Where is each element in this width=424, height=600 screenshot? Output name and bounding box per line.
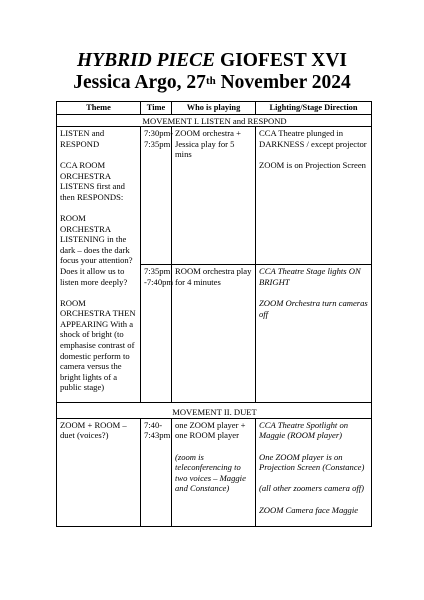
table-row	[57, 418, 372, 526]
theme-cell: ZOOM + ROOM – duet (voices?)	[57, 418, 141, 526]
lighting-note: (all other zoomers camera off)	[259, 483, 365, 494]
lighting-cell	[256, 418, 372, 526]
who-note: (zoom is teleconferencing to two voices – Maggie and Constance)	[175, 451, 246, 494]
theme-paragraph: ROOM ORCHESTRA THEN APPEARING With a shock of bright (to emphasise contrast of domestic perform to camera versus the bright lights of a public stage)	[60, 297, 136, 393]
time-cell: 7:40-7:43pm	[141, 418, 172, 526]
subtitle-author-date: Jessica Argo, 27	[73, 72, 206, 93]
title-piece-name: HYBRID PIECE	[76, 50, 216, 71]
subtitle-month-year: November 2024	[215, 72, 351, 93]
movement-1-theme-cell	[57, 127, 141, 403]
time-cell: 7:30pm-7:35pm	[141, 127, 172, 265]
movement-heading-row	[57, 403, 372, 419]
lighting-note: ZOOM is on Projection Screen	[259, 159, 366, 170]
document-title	[0, 50, 424, 72]
movement-2-heading: MOVEMENT II. DUET	[57, 403, 372, 419]
header-theme: Theme	[57, 102, 141, 115]
movement-heading-row	[57, 114, 372, 127]
lighting-note: CCA Theatre plunged in DARKNESS / except projector	[259, 128, 367, 149]
who-text: one ZOOM player + one ROOM player	[175, 419, 246, 441]
lighting-cell	[256, 265, 372, 403]
lighting-note: CCA Theatre Stage lights ON BRIGHT	[259, 266, 361, 287]
time-cell: 7:35pm -7:40pm	[141, 265, 172, 403]
lighting-note: CCA Theatre Spotlight on Maggie (ROOM player)	[259, 419, 349, 441]
lighting-cell	[256, 127, 372, 265]
subtitle-date-suffix: th	[205, 75, 216, 87]
who-cell	[172, 418, 256, 526]
header-row	[57, 102, 372, 115]
header-time: Time	[141, 102, 172, 115]
lighting-note: ZOOM Orchestra turn cameras off	[259, 297, 368, 319]
theme-paragraph: LISTEN and RESPOND	[60, 128, 105, 149]
who-cell: ZOOM orchestra + Jessica play for 5 mins	[172, 127, 256, 265]
lighting-note: One ZOOM player is on Projection Screen (Constance)	[259, 451, 365, 473]
header-lighting: Lighting/Stage Direction	[256, 102, 372, 115]
movement-1-heading: MOVEMENT I. LISTEN and RESPOND	[57, 114, 372, 127]
table-row	[57, 127, 372, 265]
title-festival: GIOFEST XVI	[215, 50, 348, 71]
theme-paragraph: CCA ROOM ORCHESTRA LISTENS first and then RESPONDS:	[60, 159, 125, 202]
lighting-note: ZOOM Camera face Maggie	[259, 504, 359, 515]
who-cell: ROOM orchestra play for 4 minutes	[172, 265, 256, 403]
document-subtitle	[0, 72, 424, 94]
theme-paragraph: ROOM ORCHESTRA LISTENING in the dark – does the dark focus your attention? Does it allow us to listen more deeply?	[60, 212, 133, 287]
header-who: Who is playing	[172, 102, 256, 115]
schedule-table	[56, 101, 372, 527]
